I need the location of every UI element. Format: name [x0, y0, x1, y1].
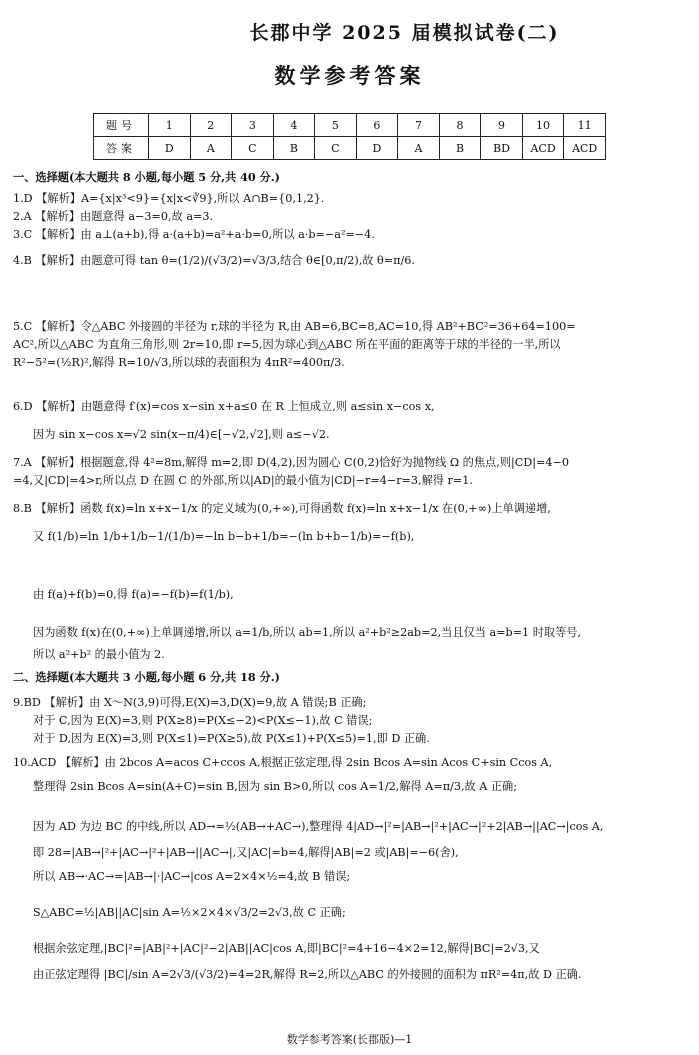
table-cell: 2	[190, 114, 232, 137]
table-cell: 5	[315, 114, 357, 137]
solution-line: 根据余弦定理,|BC|²=|AB|²+|AC|²−2|AB||AC|cos A,即|BC|²=4+16−4×2=12,解得|BC|=2√3,又	[33, 942, 540, 955]
table-cell: B	[439, 137, 481, 160]
row-label-number: 题号	[94, 114, 149, 137]
table-cell: 7	[398, 114, 440, 137]
solution-line: 7.A 【解析】根据题意,得 4²=8m,解得 m=2,即 D(4,2),因为圆心 C(0,2)恰好为抛物线 Ω 的焦点,则|CD|=4−0	[13, 456, 570, 469]
table-row	[94, 114, 606, 137]
table-cell: 6	[356, 114, 398, 137]
table-cell: 4	[273, 114, 315, 137]
solution-line: AC²,所以△ABC 为直角三角形,则 2r=10,即 r=5,因为球心到△ABC 所在平面的距离等于球的半径的一半,所以	[13, 338, 561, 351]
table-cell: 11	[564, 114, 606, 137]
solution-line: 3.C 【解析】由 a⊥(a+b),得 a·(a+b)=a²+a·b=0,所以 a·b=−a²=−4.	[13, 228, 375, 241]
table-cell: B	[273, 137, 315, 160]
solution-line: 1.D 【解析】A={x|x³<9}={x|x<∛9},所以 A∩B={0,1,2}.	[13, 192, 325, 205]
table-cell: 3	[232, 114, 274, 137]
solution-line: 所以 a²+b² 的最小值为 2.	[33, 648, 165, 661]
table-cell: A	[190, 137, 232, 160]
table-cell: D	[356, 137, 398, 160]
table-cell: C	[232, 137, 274, 160]
solution-line: 整理得 2sin Bcos A=sin(A+C)=sin B,因为 sin B>0,所以 cos A=1/2,解得 A=π/3,故 A 正确;	[33, 780, 518, 793]
page-title: 数学参考答案	[274, 63, 425, 88]
table-cell: A	[398, 137, 440, 160]
table-cell: C	[315, 137, 357, 160]
table-row	[94, 137, 606, 160]
solution-line: 6.D 【解析】由题意得 f′(x)=cos x−sin x+a≤0 在 R 上恒成立,则 a≤sin x−cos x,	[13, 400, 435, 413]
table-cell: D	[149, 137, 191, 160]
solution-line: =4,又|CD|=4>r,所以点 D 在圆 C 的外部,所以|AD|的最小值为|CD|−r=4−r=3,解得 r=1.	[13, 474, 473, 487]
solution-line: 5.C 【解析】令△ABC 外接圆的半径为 r,球的半径为 R,由 AB=6,BC=8,AC=10,得 AB²+BC²=36+64=100=	[13, 320, 576, 333]
page-footer: 数学参考答案(长郡版)—1	[286, 1033, 413, 1046]
solution-line: 对于 C,因为 E(X)=3,则 P(X≥8)=P(X≤−2)<P(X≤−1),故 C 错误;	[33, 714, 373, 727]
table-cell: BD	[481, 137, 523, 160]
answer-table	[93, 113, 606, 160]
solution-line: 2.A 【解析】由题意得 a−3=0,故 a=3.	[13, 210, 214, 223]
school-header: 长郡中学 2025 届模拟试卷(二)	[249, 22, 560, 44]
solution-line: 即 28=|AB→|²+|AC→|²+|AB→||AC→|,又|AC|=b=4,解得|AB|=2 或|AB|=−6(舍),	[33, 846, 459, 859]
table-cell: 1	[149, 114, 191, 137]
solution-line: 因为 AD 为边 BC 的中线,所以 AD→=½(AB→+AC→),整理得 4|AD→|²=|AB→|²+|AC→|²+2|AB→||AC→|cos A,	[33, 820, 604, 833]
solution-line: 对于 D,因为 E(X)=3,则 P(X≤1)=P(X≥5),故 P(X≤1)+P(X≤5)=1,即 D 正确.	[33, 732, 430, 745]
solution-line: 由正弦定理得 |BC|/sin A=2√3/(√3/2)=4=2R,解得 R=2,所以△ABC 的外接圆的面积为 πR²=4π,故 D 正确.	[33, 968, 582, 981]
table-cell: 9	[481, 114, 523, 137]
table-cell: 10	[522, 114, 564, 137]
solution-line: 因为函数 f(x)在(0,+∞)上单调递增,所以 a=1/b,所以 ab=1,所以 a²+b²≥2ab=2,当且仅当 a=b=1 时取等号,	[33, 626, 581, 639]
solution-line: 9.BD 【解析】由 X～N(3,9)可得,E(X)=3,D(X)=9,故 A 错误;B 正确;	[13, 696, 367, 709]
row-label-answer: 答案	[94, 137, 149, 160]
solution-line: 由 f(a)+f(b)=0,得 f(a)=−f(b)=f(1/b),	[33, 588, 234, 601]
solution-line: 8.B 【解析】函数 f(x)=ln x+x−1/x 的定义域为(0,+∞),可得函数 f(x)=ln x+x−1/x 在(0,+∞)上单调递增,	[13, 502, 551, 515]
solution-line: 4.B 【解析】由题意可得 tan θ=(1/2)/(√3/2)=√3/3,结合 θ∈[0,π/2),故 θ=π/6.	[13, 254, 415, 267]
solution-line: 因为 sin x−cos x=√2 sin(x−π/4)∈[−√2,√2],则 a≤−√2.	[33, 428, 330, 441]
table-cell: ACD	[522, 137, 564, 160]
section-heading: 二、选择题(本大题共 3 小题,每小题 6 分,共 18 分.)	[13, 670, 280, 684]
section-heading: 一、选择题(本大题共 8 小题,每小题 5 分,共 40 分.)	[13, 170, 280, 184]
solution-line: S△ABC=½|AB||AC|sin A=½×2×4×√3/2=2√3,故 C 正确;	[33, 906, 346, 919]
solution-line: 10.ACD 【解析】由 2bcos A=acos C+ccos A,根据正弦定理,得 2sin Bcos A=sin Acos C+sin Ccos A,	[13, 756, 553, 769]
solution-line: 所以 AB→·AC→=|AB→|·|AC→|cos A=2×4×½=4,故 B 错误;	[33, 870, 351, 883]
solution-line: 又 f(1/b)=ln 1/b+1/b−1/(1/b)=−ln b−b+1/b=−(ln b+b−1/b)=−f(b),	[33, 530, 415, 543]
solution-line: R²−5²=(½R)²,解得 R=10/√3,所以球的表面积为 4πR²=400π/3.	[13, 356, 345, 369]
table-cell: ACD	[564, 137, 606, 160]
table-cell: 8	[439, 114, 481, 137]
